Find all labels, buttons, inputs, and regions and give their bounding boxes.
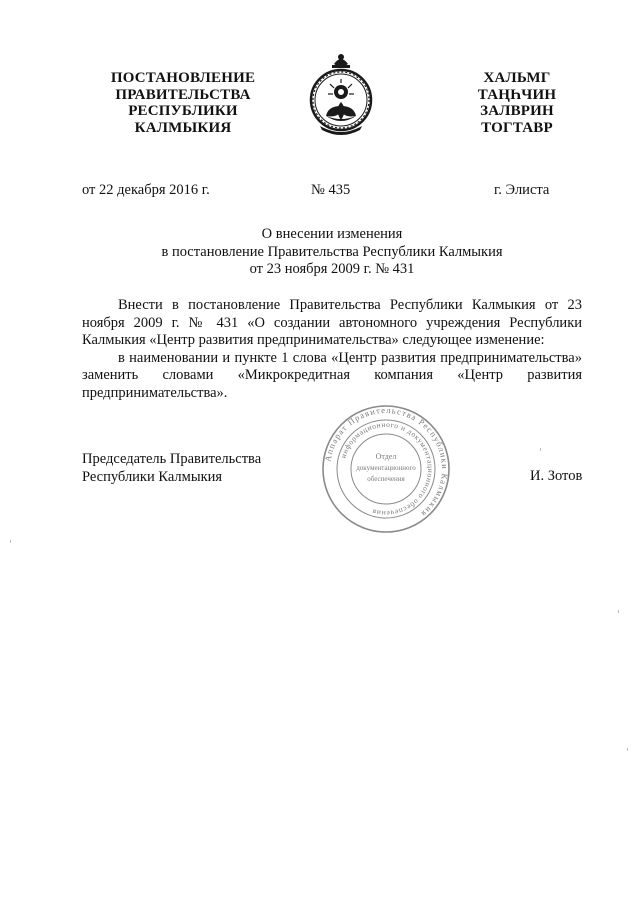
org-name-line: ТОГТАВР bbox=[481, 119, 553, 136]
signatory-position bbox=[82, 451, 261, 486]
org-name-line: ХАЛЬМГ bbox=[483, 70, 551, 86]
decree-title bbox=[82, 226, 582, 279]
decree-body bbox=[82, 297, 582, 403]
signatory-position-line: Председатель Правительства bbox=[82, 451, 262, 467]
decree-title-line: О внесении изменения bbox=[261, 226, 403, 242]
decree-title-line: от 23 ноября 2009 г. № 431 bbox=[249, 261, 415, 277]
signatory-name: И. Зотов bbox=[530, 468, 583, 484]
org-name-kalmyk bbox=[462, 70, 572, 136]
org-name-line: РЕСПУБЛИКИ bbox=[128, 103, 238, 119]
seal-center-line: документационного bbox=[356, 464, 416, 472]
seal-outer-text: Аппарат Правительства Республики Калмыкия bbox=[322, 404, 451, 520]
org-name-line: КАЛМЫКИЯ bbox=[134, 119, 232, 136]
decree-title-line: в постановление Правительства Республики Калмыкия bbox=[161, 243, 503, 260]
org-name-line: ЗАЛВРИН bbox=[480, 103, 554, 119]
scan-speck bbox=[627, 748, 628, 751]
scan-speck bbox=[618, 610, 619, 613]
org-name-russian bbox=[98, 70, 268, 136]
scan-speck bbox=[540, 448, 541, 451]
decree-city: г. Элиста bbox=[494, 182, 550, 198]
body-paragraph: Внести в постановление Правительства Республики Калмыкия от 23 ноября 2009 г. № 431 «О создании автономного учреждения Республики Калмыкия «Центр развития предпринимательства» следующее изменение: bbox=[82, 297, 582, 349]
decree-number: № 435 bbox=[311, 182, 351, 198]
org-name-line: ПРАВИТЕЛЬСТВА bbox=[115, 86, 251, 103]
scan-speck bbox=[10, 540, 11, 543]
org-name-line: ТАҢҺЧИН bbox=[477, 86, 557, 103]
seal-inner-text: информационного и документационного обеспечения bbox=[338, 419, 436, 519]
seal-center-line: Отдел bbox=[375, 452, 397, 461]
kalmykia-coat-of-arms-icon bbox=[304, 50, 378, 140]
org-name-line: ПОСТАНОВЛЕНИЕ bbox=[110, 70, 256, 86]
seal-center-line: обеспечения bbox=[367, 475, 405, 483]
signatory-position-line: Республики Калмыкия bbox=[82, 468, 223, 485]
round-stamp-icon bbox=[320, 403, 452, 535]
decree-date: от 22 декабря 2016 г. bbox=[82, 182, 210, 198]
body-paragraph: в наименовании и пункте 1 слова «Центр развития предпринимательства» заменить словами «Микрокредитная компания «Центр развития предпринимательства». bbox=[82, 349, 582, 401]
